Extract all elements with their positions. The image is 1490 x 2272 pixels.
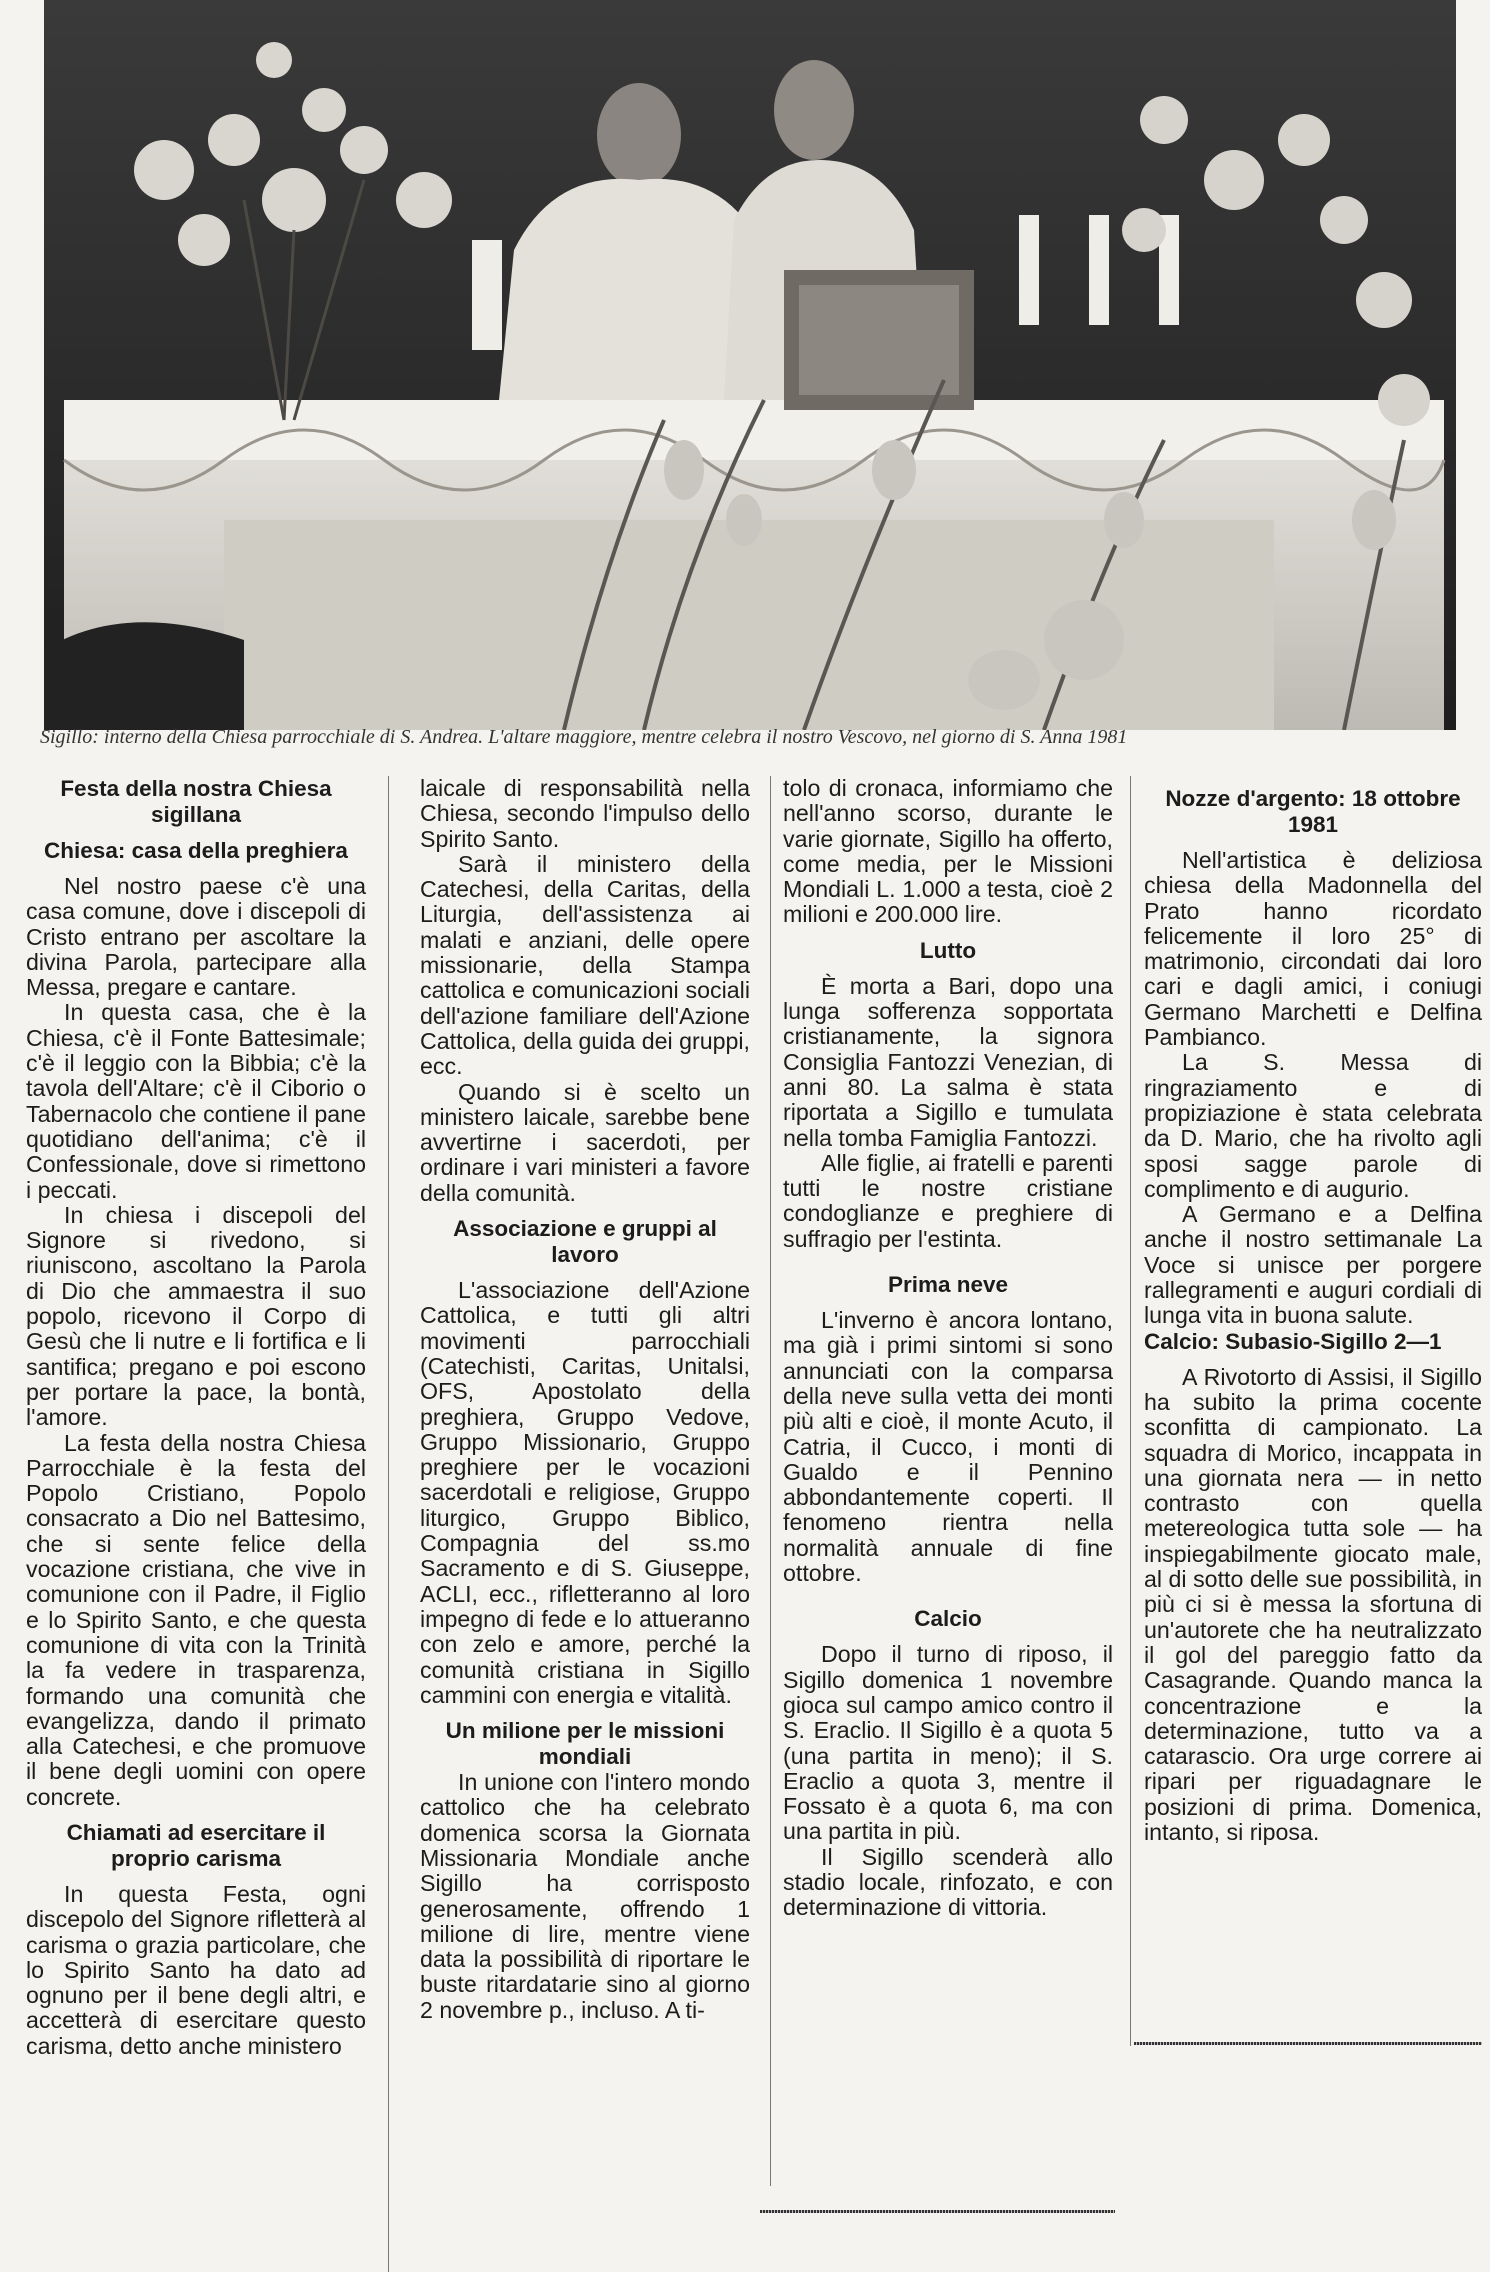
subhead-lutto: Lutto [919,937,977,963]
subhead-nozze: Nozze d'argento: 18 ottobre 1981 [1165,786,1461,837]
column-divider [1130,776,1131,2046]
paragraph: Quando si è scelto un ministero laicale, sarebbe bene avvertirne i sacerdoti, per ordinare i vari ministeri a favore della comunità. [420,1078,750,1206]
subhead-chiamati: Chiamati ad esercitare il proprio carisma [66,1819,326,1871]
column-divider [388,776,389,2272]
column-3 [783,776,1113,1921]
subhead-chiesa-casa: Chiesa: casa della preghiera [44,838,348,863]
subhead-associazione: Associazione e gruppi al lavoro [453,1216,717,1268]
paragraph: A Germano e a Delfina anche il nostro settimanale La Voce si unisce per porgere rallegramenti e auguri cordiali di lunga vita in buona salute. [1144,1201,1482,1329]
altar-photo [44,0,1456,730]
subhead-calcio-subasio: Calcio: Subasio-Sigillo 2—1 [1144,1328,1442,1354]
paragraph: Nel nostro paese c'è una casa comune, dove i discepoli di Cristo entrano per ascoltare la divina Parola, partecipare alla Messa, pregare e cantare. [26,873,366,1001]
column-2 [420,776,750,2023]
column-4 [1144,776,1482,1845]
column-1 [26,776,366,2059]
subhead-calcio: Calcio [914,1606,982,1632]
subhead-milione: Un milione per le missioni mondiali [445,1718,725,1770]
paragraph: A Rivotorto di Assisi, il Sigillo ha subito la prima cocente sconfitta di campionato. La squadra di Morico, incappata in una giornata nera — in netto contrasto con quella metereologica tutta sole — ha inspiegabilmente giocato male, al di sotto delle sue possibilità, in più ci si è messa la sfortuna di un'autorete che ha neutralizzato il gol del pareggio fatto da Casagrande. Quando manca la concentrazione e la determinazione, tutto va a catarascio. Ora urge correre ai ripari per riguadagnare le posizioni di prima. Domenica, intanto, si riposa. [1144,1363,1482,1845]
paragraph: In unione con l'intero mondo cattolico che ha celebrato domenica scorsa la Giornata Missionaria Mondiale anche Sigillo ha corrisposto generosamente, offrendo 1 milione di lire, mentre viene data la possibilità di riportare le buste ritardatarie sino al giorno 2 novembre p., incluso. A ti- [420,1769,750,2023]
photo-caption: Sigillo: interno della Chiesa parrocchiale di S. Andrea. L'altare maggiore, mentre celebra il nostro Vescovo, nel giorno di S. Anna 1981 [40,726,1128,748]
paragraph: La festa della nostra Chiesa Parrocchiale è la festa del Popolo Cristiano, Popolo consacrato a Dio nel Battesimo, che si sente felice della vocazione cristiana, che vive in comunione con il Padre, il Figlio e lo Spirito Santo, e che questa comunione di vita con la Trinità la fa vedere in trasparenza, formando una comunità che evangelizza, dando il primato alla Catechesi, e che promuove il bene degli uomini con opere concrete. [26,1429,366,1810]
paragraph: Alle figlie, ai fratelli e parenti tutti le nostre cristiane condoglianze e preghiere di suffragio per l'estinta. [783,1149,1113,1252]
paragraph: È morta a Bari, dopo una lunga sofferenza sopportata cristianamente, la signora Consiglia Fantozzi Venezian, di anni 80. La salma è stata riportata a Sigillo e tumulata nella tomba Famiglia Fantozzi. [783,972,1113,1151]
paragraph: In questa casa, che è la Chiesa, c'è il Fonte Battesimale; c'è il leggio con la Bibbia; c'è la tavola dell'Altare; c'è il Ciborio o Tabernacolo che contiene il pane quotidiano dell'anima; c'è il Confessionale, dove si rimettono i peccati. [26,999,366,1203]
paragraph: In chiesa i discepoli del Signore si rivedono, si riuniscono, ascoltano la Parola di Dio che ammaestra il suo popolo, ricevono il Corpo di Gesù che li nutre e li fortifica e li santifica; pregano e poi escono per portare la pace, la bontà, l'amore. [26,1201,366,1431]
headline-festa: Festa della nostra Chiesa sigillana [60,776,332,827]
paragraph: Sarà il ministero della Catechesi, della Caritas, della Liturgia, dell'assistenza ai malati e anziani, delle opere missionarie, della Stampa cattolica e comunicazioni sociali dell'azione familiare dell'Azione Cattolica, della guida dei gruppi, ecc. [420,850,750,1080]
paragraph: laicale di responsabilità nella Chiesa, secondo l'impulso dello Spirito Santo. [420,775,750,852]
column-end-rule [1134,2042,1482,2045]
paragraph: L'inverno è ancora lontano, ma già i primi sintomi si sono annunciati con la comparsa della neve sulla vetta dei monti più alti e cioè, il monte Acuto, il Catria, il Cucco, i monti di Gualdo e il Pennino abbondantemente coperti. Il fenomeno rientra nella normalità annuale di fine ottobre. [783,1307,1113,1587]
column-divider [770,776,771,2186]
paragraph: Nell'artistica è deliziosa chiesa della Madonnella del Prato hanno ricordato felicemente il loro 25° di matrimonio, circondati dai loro cari e dagli amici, i coniugi Germano Marchetti e Delfina Pambianco. [1144,847,1482,1051]
subhead-prima-neve: Prima neve [887,1272,1009,1298]
paragraph: Il Sigillo scenderà allo stadio locale, rinfozato, e con determinazione di vittoria. [783,1843,1113,1921]
paragraph: tolo di cronaca, informiamo che nell'anno scorso, durante le varie giornate, Sigillo ha offerto, come media, per le Missioni Mondiali L. 1.000 a testa, cioè 2 milioni e 200.000 lire. [783,775,1113,928]
paragraph: La S. Messa di ringraziamento e di propiziazione è stata celebrata da D. Mario, che ha rivolto agli sposi sagge parole di complimento e di augurio. [1144,1049,1482,1202]
column-end-rule [760,2210,1115,2213]
paragraph: L'associazione dell'Azione Cattolica, e tutti gli altri movimenti parrocchiali (Catechisti, Caritas, Unitalsi, OFS, Apostolato della preghiera, Gruppo Vedove, Gruppo Missionario, Gruppo preghiere per le vocazioni sacerdotali e religiose, Gruppo liturgico, Gruppo Biblico, Compagnia del ss.mo Sacramento e di S. Giuseppe, ACLI, ecc., rifletteranno al loro impegno di fede e lo attueranno con zelo e amore, perché la comunità cristiana in Sigillo cammini con energia e vitalità. [420,1277,750,1708]
paragraph: In questa Festa, ogni discepolo del Signore rifletterà al carisma o grazia particolare, che lo Spirito Santo ha dato ad ognuno per il bene degli altri, e accetterà di esercitare questo carisma, detto anche ministero [26,1880,366,2059]
paragraph: Dopo il turno di riposo, il Sigillo domenica 1 novembre gioca sul campo amico contro il S. Eraclio. Il Sigillo è a quota 5 (una partita in meno); il S. Eraclio a quota 3, mentre il Fossato è a quota 6, ma con una partita in più. [783,1641,1113,1845]
